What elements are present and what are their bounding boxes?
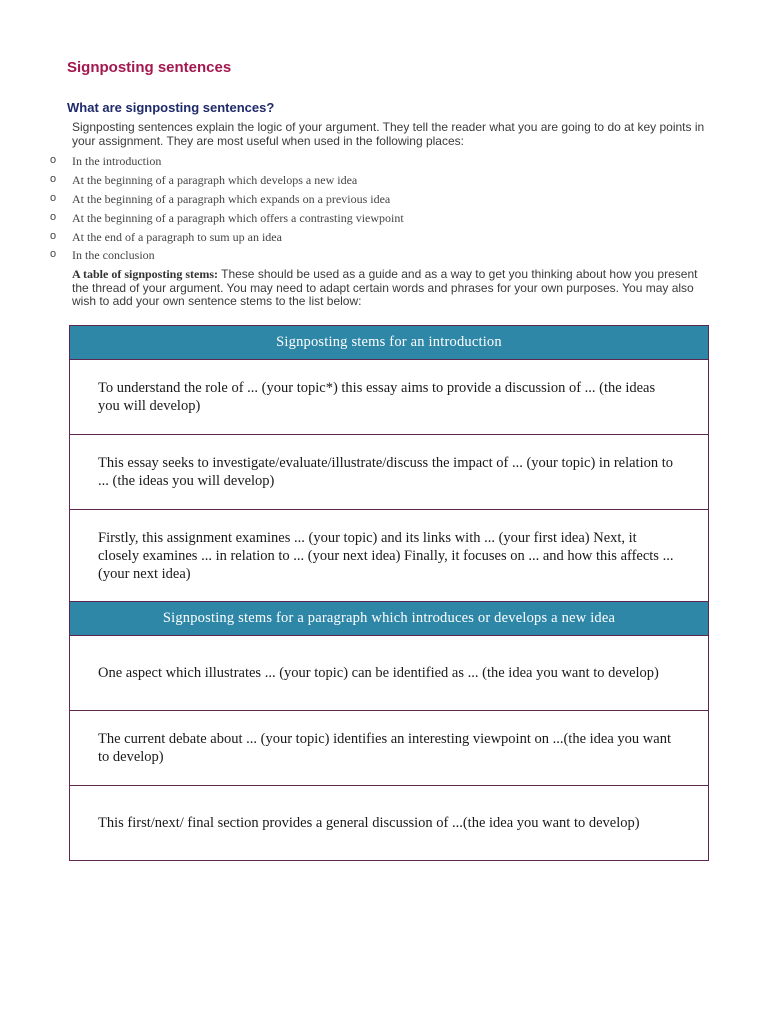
- list-item-text: At the beginning of a paragraph which expands on a previous idea: [72, 191, 391, 206]
- bullet-marker: o: [50, 210, 57, 223]
- table-intro-text: These should be used as a guide and as a way to get you thinking about how you present the thread of your argument. You may need to adapt certain words and phrases for your own purposes. You may also wish to add your own sentence stems to the list below:: [72, 267, 698, 308]
- stem-cell: One aspect which illustrates ... (your topic) can be identified as ... (the idea you want to develop): [70, 636, 709, 711]
- list-item-text: At the beginning of a paragraph which develops a new idea: [72, 172, 358, 187]
- bullet-marker: o: [50, 229, 57, 242]
- table-row: [70, 360, 709, 435]
- stem-cell: This essay seeks to investigate/evaluate/illustrate/discuss the impact of ... (your topic) in relation to ... (the ideas you will develop): [70, 435, 709, 510]
- stem-cell: This first/next/ final section provides a general discussion of ...(the idea you want to develop): [70, 786, 709, 861]
- bullet-marker: o: [50, 248, 57, 261]
- signposting-stems-table: [69, 325, 709, 861]
- stem-cell: Firstly, this assignment examines ... (your topic) and its links with ... (your first idea) Next, it closely examines ... in relation to ... (your next idea) Finally, it focuses on ... and how this affects ...(your next idea): [70, 510, 709, 602]
- table-row: [70, 711, 709, 786]
- list-item-text: In the introduction: [72, 154, 162, 168]
- table-row: [70, 786, 709, 861]
- bullet-marker: o: [50, 172, 57, 185]
- bullet-marker: o: [50, 191, 57, 204]
- table-row: [70, 636, 709, 711]
- section-header-cell: Signposting stems for a paragraph which introduces or develops a new idea: [70, 602, 709, 636]
- list-item-text: At the beginning of a paragraph which offers a contrasting viewpoint: [72, 210, 404, 225]
- table-row: [70, 435, 709, 510]
- table-row: [70, 510, 709, 602]
- table-section-header: [70, 326, 709, 360]
- list-item-text: At the end of a paragraph to sum up an idea: [72, 229, 282, 244]
- stem-cell: To understand the role of ... (your topic*) this essay aims to provide a discussion of ... (the ideas you will develop): [70, 360, 709, 435]
- stem-cell: The current debate about ... (your topic) identifies an interesting viewpoint on ...(the idea you want to develop): [70, 711, 709, 786]
- bullet-marker: o: [50, 154, 57, 166]
- section-header-cell: Signposting stems for an introduction: [70, 326, 709, 360]
- page-title: Signposting sentences: [67, 59, 232, 76]
- table-section-header: [70, 602, 709, 636]
- table-intro-paragraph: [72, 268, 712, 309]
- table-intro-lead: A table of signposting stems:: [72, 267, 219, 281]
- section-subheading: What are signposting sentences?: [67, 100, 275, 115]
- intro-paragraph: Signposting sentences explain the logic of your argument. They tell the reader what you are going to do at key points in your assignment. They are most useful when used in the following places:: [72, 120, 705, 148]
- list-item-text: In the conclusion: [72, 248, 155, 263]
